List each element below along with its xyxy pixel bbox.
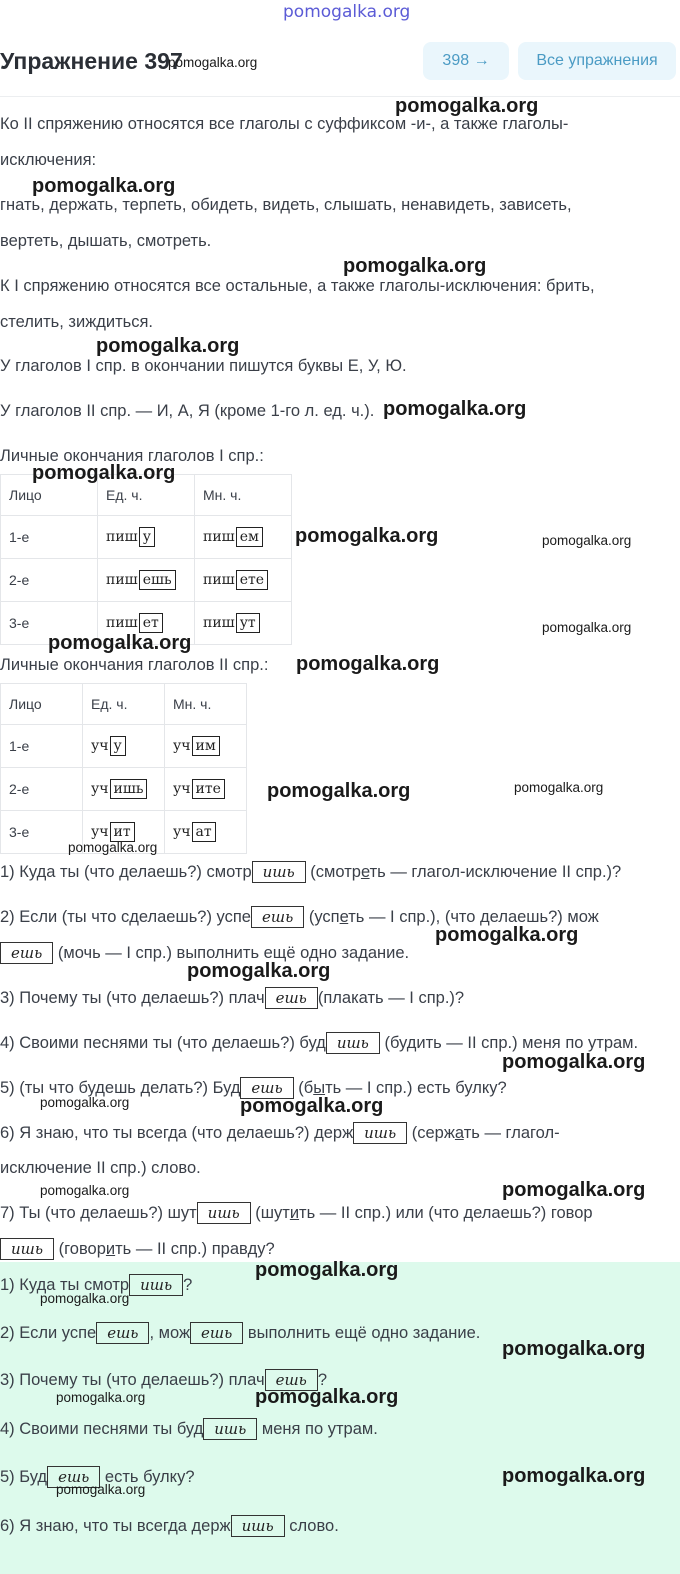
watermark: pomogalka.org <box>267 780 411 802</box>
watermark: pomogalka.org <box>502 1179 646 1201</box>
column-header: Мн. ч. <box>195 475 292 516</box>
answer-line: 2) Если успе ешь , мож ешь выполнить ещё одно задание. <box>0 1324 481 1342</box>
stem: уч <box>173 824 191 840</box>
solution-line: 7) Ты (что делаешь?) шут ишь (шутить — II спр.) или (что делаешь?) говор <box>0 1204 593 1222</box>
rule-line: К I спряжению относятся все остальные, а также глаголы-исключения: брить, <box>0 277 595 295</box>
rule-line: стелить, зиждиться. <box>0 313 154 331</box>
watermark: pomogalka.org <box>32 462 176 484</box>
watermark: pomogalka.org <box>296 653 440 675</box>
solution-line: 3) Почему ты (что делаешь?) плач ешь (плакать — I спр.)? <box>0 989 465 1007</box>
ending-box: ете <box>236 570 268 590</box>
stem: пиш <box>106 529 138 545</box>
ending-box: ем <box>236 527 263 547</box>
ending-box: ат <box>192 822 216 842</box>
stem: уч <box>91 781 109 797</box>
stem: пиш <box>203 572 235 588</box>
column-header: Мн. ч. <box>165 684 247 725</box>
watermark: pomogalka.org <box>68 840 158 855</box>
conjugation-table-2 <box>0 683 247 854</box>
rule-line: вертеть, дышать, смотреть. <box>0 232 212 250</box>
ending-box: ешь <box>240 1077 293 1099</box>
table-row <box>1 725 247 768</box>
watermark: pomogalka.org <box>240 1095 384 1117</box>
watermark: pomogalka.org <box>187 960 331 982</box>
header-divider <box>0 96 680 97</box>
solution-line: ишь (говорить — II спр.) правду? <box>0 1238 275 1260</box>
column-header: Лицо <box>1 684 83 725</box>
watermark: pomogalka.org <box>48 632 192 654</box>
person-cell: 3-е <box>1 602 98 645</box>
rule-line: У глаголов II спр. — И, А, Я (кроме 1-го л. ед. ч.). <box>0 402 375 420</box>
watermark: pomogalka.org <box>295 525 439 547</box>
ending-box: ишь <box>231 1515 285 1537</box>
stem: уч <box>173 738 191 754</box>
answer-line: 3) Почему ты (что делаешь?) плач ешь ? <box>0 1371 328 1389</box>
table-row <box>1 768 247 811</box>
watermark: pomogalka.org <box>502 1465 646 1487</box>
next-exercise-button[interactable]: 398 → <box>423 42 509 80</box>
page-title: Упражнение 397 <box>0 48 183 74</box>
ending-box: ешь <box>0 942 53 964</box>
watermark: pomogalka.org <box>343 255 487 277</box>
watermark: pomogalka.org <box>502 1338 646 1360</box>
stem: уч <box>91 738 109 754</box>
watermark: pomogalka.org <box>40 1183 130 1198</box>
ending-box: ишь <box>110 779 148 799</box>
rule-line: Ко II спряжению относятся все глаголы с суффиксом -и-, а также глаголы- <box>0 115 569 133</box>
solution-line: 1) Куда ты (что делаешь?) смотр ишь (смотреть — глагол-исключение II спр.)? <box>0 863 622 881</box>
watermark: pomogalka.org <box>502 1051 646 1073</box>
stem: уч <box>91 824 109 840</box>
solution-line: 4) Своими песнями ты (что делаешь?) буд ишь (будить — II спр.) меня по утрам. <box>0 1034 639 1052</box>
watermark: pomogalka.org <box>56 1390 146 1405</box>
ending-box: ишь <box>353 1122 407 1144</box>
person-cell: 2-е <box>1 768 83 811</box>
ending-box: ишь <box>197 1202 251 1224</box>
person-cell: 1-е <box>1 725 83 768</box>
answer-line: 6) Я знаю, что ты всегда держ ишь слово. <box>0 1517 339 1535</box>
person-cell: 3-е <box>1 811 83 854</box>
ending-box: ешь <box>47 1466 100 1488</box>
ending-box: ишь <box>252 861 306 883</box>
answer-line: 5) Буд ешь есть булку? <box>0 1468 195 1486</box>
ending-box: ишь <box>0 1238 54 1260</box>
ending-box: у <box>139 527 155 547</box>
watermark: pomogalka.org <box>168 55 258 70</box>
stem: пиш <box>203 615 235 631</box>
column-header: Ед. ч. <box>83 684 165 725</box>
solution-line: исключение II спр.) слово. <box>0 1159 201 1177</box>
column-header: Лицо <box>1 475 98 516</box>
watermark: pomogalka.org <box>435 924 579 946</box>
answer-line: 4) Своими песнями ты буд ишь меня по утрам. <box>0 1420 378 1438</box>
stem: пиш <box>106 572 138 588</box>
watermark: pomogalka.org <box>383 398 527 420</box>
watermark: pomogalka.org <box>255 1259 399 1281</box>
conjugation-table-1 <box>0 474 292 645</box>
all-exercises-button[interactable]: Все упражнения <box>518 42 676 80</box>
table1-caption: Личные окончания глаголов I спр.: <box>0 447 264 465</box>
table-row <box>1 516 292 559</box>
watermark: pomogalka.org <box>395 95 539 117</box>
ending-box: ешь <box>190 1322 243 1344</box>
watermark: pomogalka.org <box>40 1291 130 1306</box>
watermark: pomogalka.org <box>56 1482 146 1497</box>
solution-line: 6) Я знаю, что ты всегда (что делаешь?) держ ишь (сержать — глагол- <box>0 1124 560 1142</box>
ending-box: ит <box>110 822 135 842</box>
stem: уч <box>173 781 191 797</box>
rule-line: исключения: <box>0 151 97 169</box>
table2-caption: Личные окончания глаголов II спр.: <box>0 656 269 674</box>
stem: пиш <box>106 615 138 631</box>
ending-box: ет <box>139 613 163 633</box>
ending-box: ешь <box>139 570 176 590</box>
solution-line: 5) (ты что будешь делать?) Буд ешь (быть — I спр.) есть булку? <box>0 1079 507 1097</box>
person-cell: 2-е <box>1 559 98 602</box>
person-cell: 1-е <box>1 516 98 559</box>
site-watermark-top: pomogalka.org <box>283 2 411 22</box>
watermark: pomogalka.org <box>96 335 240 357</box>
ending-box: ут <box>236 613 260 633</box>
ending-box: ите <box>192 779 225 799</box>
stem: пиш <box>203 529 235 545</box>
watermark: pomogalka.org <box>32 175 176 197</box>
watermark: pomogalka.org <box>40 1095 130 1110</box>
ending-box: ишь <box>129 1274 183 1296</box>
watermark: pomogalka.org <box>542 533 632 548</box>
solution-line: ешь (мочь — I спр.) выполнить ещё одно задание. <box>0 942 409 964</box>
answer-line: 1) Куда ты смотр ишь ? <box>0 1276 193 1294</box>
rule-line: гнать, держать, терпеть, обидеть, видеть, слышать, ненавидеть, зависеть, <box>0 196 572 214</box>
table-row <box>1 559 292 602</box>
ending-box: ешь <box>96 1322 149 1344</box>
ending-box: ишь <box>326 1032 380 1054</box>
column-header: Ед. ч. <box>98 475 195 516</box>
ending-box: им <box>192 736 220 756</box>
ending-box: ишь <box>203 1418 257 1440</box>
solution-line: 2) Если (ты что сделаешь?) успе ешь (успеть — I спр.), (что делаешь?) мож <box>0 908 599 926</box>
ending-box: ешь <box>265 1369 318 1391</box>
ending-box: у <box>110 736 126 756</box>
ending-box: ешь <box>265 987 318 1009</box>
watermark: pomogalka.org <box>514 780 604 795</box>
watermark: pomogalka.org <box>542 620 632 635</box>
rule-line: У глаголов I спр. в окончании пишутся буквы Е, У, Ю. <box>0 357 407 375</box>
ending-box: ешь <box>251 906 304 928</box>
watermark: pomogalka.org <box>255 1386 399 1408</box>
